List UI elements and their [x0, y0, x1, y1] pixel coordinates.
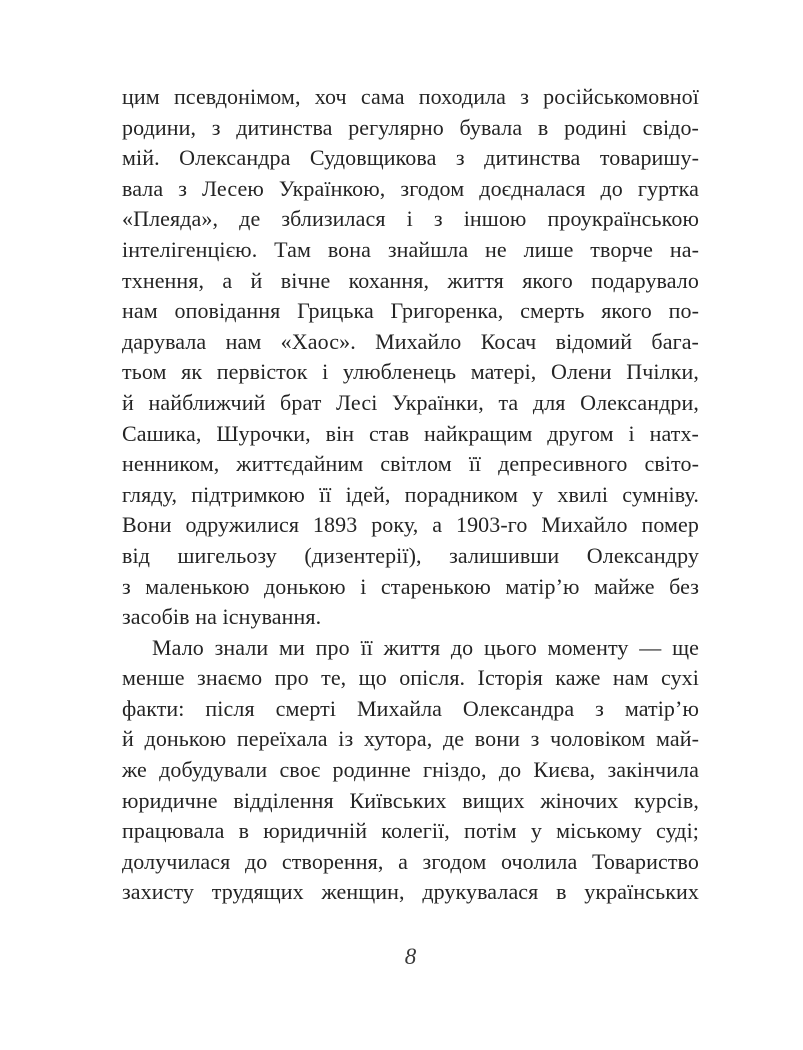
text-line: з маленькою донькою і старенькою матір’ю майже без — [122, 573, 699, 599]
text-line: родини, з дитинства регулярно бувала в родині свідо- — [122, 114, 699, 140]
text-line: юридичне відділення Київських вищих жіночих курсів, — [122, 787, 699, 813]
text-line: тьом як первісток і улюбленець матері, Олени Пчілки, — [122, 359, 699, 385]
page-number: 8 — [404, 944, 417, 969]
text-line: «Плеяда», де зблизилася і з іншою проукраїнською — [122, 206, 699, 232]
text-line: Вони одружилися 1893 року, а 1903-го Михайло помер — [122, 512, 699, 538]
text-line: факти: після смерті Михайла Олександра з матір’ю — [122, 695, 699, 721]
text-line: долучилася до створення, а згодом очолила Товариство — [122, 848, 699, 874]
text-line: мій. Олександра Судовщикова з дитинства товаришу- — [122, 145, 699, 171]
text-line: інтелігенцією. Там вона знайшла не лише творче на- — [122, 236, 699, 262]
text-line: цим псевдонімом, хоч сама походила з російськомовної — [122, 84, 699, 109]
text-line: же добудували своє родинне гніздо, до Києва, закінчила — [122, 757, 699, 783]
text-line: гляду, підтримкою її ідей, порадником у хвилі сумніву. — [122, 481, 699, 507]
text-line: менше знаємо про те, що опісля. Історія каже нам сухі — [122, 665, 699, 691]
text-line: й донькою переїхала із хутора, де вони з чоловіком май- — [122, 726, 699, 752]
text-line: нам оповідання Грицька Григоренка, смерть якого по- — [122, 298, 699, 324]
text-line: вала з Лесею Українкою, згодом доєдналася до гуртка — [122, 175, 699, 201]
text-line: й найближчий брат Лесі Українки, та для Олександри, — [122, 389, 699, 415]
text-line: працювала в юридичній колегії, потім у міському суді; — [122, 818, 699, 844]
text-line: ненником, життєдайним світлом її депресивного світо- — [122, 451, 699, 477]
paragraph-1 — [122, 82, 699, 633]
page-text — [122, 82, 699, 908]
text-line: захисту трудящих женщин, друкувалася в українських — [122, 879, 699, 905]
text-line: Сашика, Шурочки, він став найкращим другом і натх- — [122, 420, 699, 446]
text-line: Мало знали ми про її життя до цього моменту — ще — [152, 634, 699, 660]
paragraph-2 — [122, 633, 699, 908]
text-line: тхнення, а й вічне кохання, життя якого подарувало — [122, 267, 699, 293]
text-line: дарувала нам «Хаос». Михайло Косач відомий бага- — [122, 328, 699, 354]
text-line: від шигельозу (дизентерії), залишивши Олександру — [122, 542, 699, 568]
text-line: засобів на існування. — [122, 604, 322, 630]
